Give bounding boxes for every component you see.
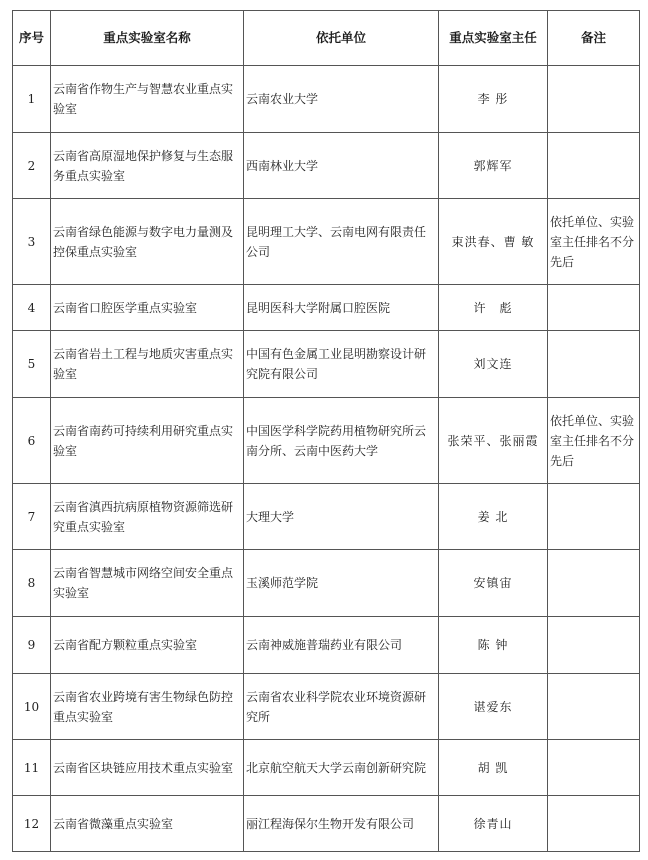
table-body bbox=[13, 66, 640, 852]
table-row bbox=[13, 398, 640, 484]
table-row bbox=[13, 796, 640, 852]
cell-seq: 12 bbox=[13, 796, 51, 852]
cell-seq: 2 bbox=[13, 133, 51, 199]
cell-seq: 9 bbox=[13, 617, 51, 674]
cell-director: 张荣平、张丽霞 bbox=[439, 398, 548, 484]
cell-host-unit: 云南神威施普瑞药业有限公司 bbox=[244, 617, 439, 674]
cell-lab-name: 云南省智慧城市网络空间安全重点实验室 bbox=[51, 550, 244, 617]
cell-note bbox=[548, 796, 640, 852]
cell-note bbox=[548, 285, 640, 331]
cell-lab-name: 云南省作物生产与智慧农业重点实验室 bbox=[51, 66, 244, 133]
cell-director: 许 彪 bbox=[439, 285, 548, 331]
cell-seq: 4 bbox=[13, 285, 51, 331]
header-seq: 序号 bbox=[13, 11, 51, 66]
cell-seq: 5 bbox=[13, 331, 51, 398]
cell-lab-name: 云南省高原湿地保护修复与生态服务重点实验室 bbox=[51, 133, 244, 199]
cell-lab-name: 云南省区块链应用技术重点实验室 bbox=[51, 740, 244, 796]
table-row bbox=[13, 199, 640, 285]
cell-note bbox=[548, 617, 640, 674]
table-row bbox=[13, 66, 640, 133]
cell-lab-name: 云南省口腔医学重点实验室 bbox=[51, 285, 244, 331]
cell-director: 陈 钟 bbox=[439, 617, 548, 674]
cell-host-unit: 北京航空航天大学云南创新研究院 bbox=[244, 740, 439, 796]
cell-host-unit: 云南农业大学 bbox=[244, 66, 439, 133]
key-laboratory-table bbox=[12, 10, 640, 852]
cell-note bbox=[548, 133, 640, 199]
cell-lab-name: 云南省配方颗粒重点实验室 bbox=[51, 617, 244, 674]
cell-director: 徐青山 bbox=[439, 796, 548, 852]
cell-lab-name: 云南省绿色能源与数字电力量测及控保重点实验室 bbox=[51, 199, 244, 285]
cell-director: 胡 凯 bbox=[439, 740, 548, 796]
cell-note: 依托单位、实验室主任排名不分先后 bbox=[548, 398, 640, 484]
header-host-unit: 依托单位 bbox=[244, 11, 439, 66]
cell-seq: 10 bbox=[13, 674, 51, 740]
cell-lab-name: 云南省农业跨境有害生物绿色防控重点实验室 bbox=[51, 674, 244, 740]
cell-seq: 7 bbox=[13, 484, 51, 550]
cell-note bbox=[548, 740, 640, 796]
table-row bbox=[13, 484, 640, 550]
cell-host-unit: 中国医学科学院药用植物研究所云南分所、云南中医药大学 bbox=[244, 398, 439, 484]
cell-host-unit: 昆明医科大学附属口腔医院 bbox=[244, 285, 439, 331]
cell-director: 李 彤 bbox=[439, 66, 548, 133]
table-header-row bbox=[13, 11, 640, 66]
cell-director: 安镇宙 bbox=[439, 550, 548, 617]
cell-note bbox=[548, 66, 640, 133]
cell-director: 束洪春、曹 敏 bbox=[439, 199, 548, 285]
cell-seq: 6 bbox=[13, 398, 51, 484]
cell-lab-name: 云南省南药可持续利用研究重点实验室 bbox=[51, 398, 244, 484]
cell-seq: 11 bbox=[13, 740, 51, 796]
cell-seq: 8 bbox=[13, 550, 51, 617]
cell-host-unit: 玉溪师范学院 bbox=[244, 550, 439, 617]
cell-seq: 3 bbox=[13, 199, 51, 285]
cell-note: 依托单位、实验室主任排名不分先后 bbox=[548, 199, 640, 285]
cell-note bbox=[548, 550, 640, 617]
table-row bbox=[13, 285, 640, 331]
cell-note bbox=[548, 484, 640, 550]
table-row bbox=[13, 617, 640, 674]
cell-director: 郭辉军 bbox=[439, 133, 548, 199]
cell-lab-name: 云南省滇西抗病原植物资源筛选研究重点实验室 bbox=[51, 484, 244, 550]
cell-host-unit: 丽江程海保尔生物开发有限公司 bbox=[244, 796, 439, 852]
cell-host-unit: 西南林业大学 bbox=[244, 133, 439, 199]
cell-director: 谌爱东 bbox=[439, 674, 548, 740]
cell-host-unit: 大理大学 bbox=[244, 484, 439, 550]
table-row bbox=[13, 740, 640, 796]
table-row bbox=[13, 133, 640, 199]
cell-director: 姜 北 bbox=[439, 484, 548, 550]
header-note: 备注 bbox=[548, 11, 640, 66]
cell-seq: 1 bbox=[13, 66, 51, 133]
header-lab-name: 重点实验室名称 bbox=[51, 11, 244, 66]
cell-host-unit: 昆明理工大学、云南电网有限责任公司 bbox=[244, 199, 439, 285]
table-row bbox=[13, 550, 640, 617]
cell-note bbox=[548, 674, 640, 740]
cell-host-unit: 中国有色金属工业昆明勘察设计研究院有限公司 bbox=[244, 331, 439, 398]
cell-host-unit: 云南省农业科学院农业环境资源研究所 bbox=[244, 674, 439, 740]
table-row bbox=[13, 331, 640, 398]
cell-director: 刘文连 bbox=[439, 331, 548, 398]
header-director: 重点实验室主任 bbox=[439, 11, 548, 66]
cell-note bbox=[548, 331, 640, 398]
cell-lab-name: 云南省微藻重点实验室 bbox=[51, 796, 244, 852]
cell-lab-name: 云南省岩土工程与地质灾害重点实验室 bbox=[51, 331, 244, 398]
table-row bbox=[13, 674, 640, 740]
